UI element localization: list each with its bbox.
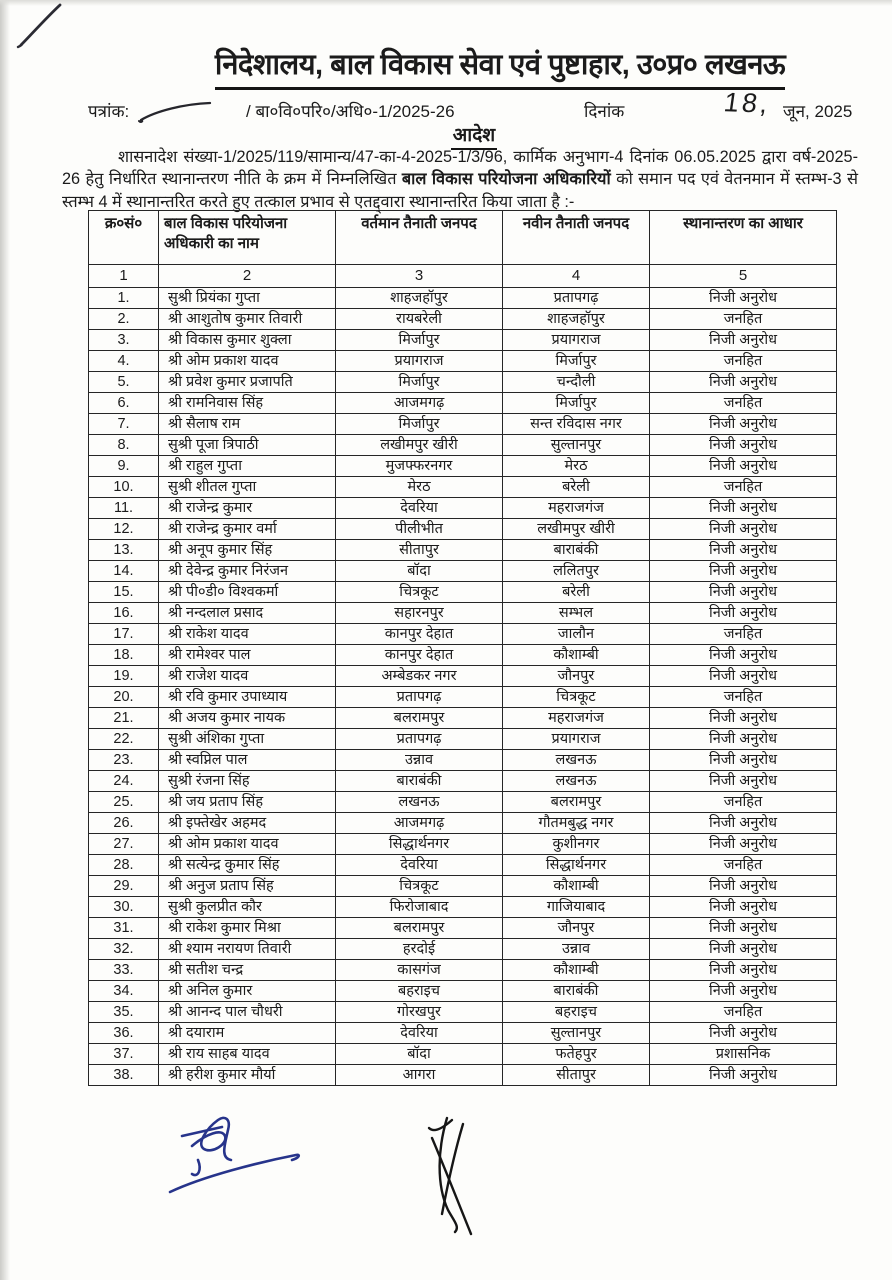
- cell-current-district: बाराबंकी: [336, 771, 503, 792]
- table-header-row: [89, 211, 837, 265]
- cell-transfer-basis: निजी अनुरोध: [650, 981, 837, 1002]
- column-number: 5: [650, 265, 837, 288]
- cell-officer-name: श्री ओम प्रकाश यादव: [159, 834, 336, 855]
- cell-serial: 10.: [89, 477, 159, 498]
- cell-transfer-basis: निजी अनुरोध: [650, 771, 837, 792]
- cell-transfer-basis: जनहित: [650, 687, 837, 708]
- paragraph-part2: को समान पद एवं वेतनमान में स्तम्भ-3 से स्तम्भ 4 में स्थानान्तरित करते हुए तत्काल प्रभाव से एतद्द्वारा स्थानान्तरित किया जाता है :-: [62, 170, 858, 211]
- table-row: [89, 813, 837, 834]
- table-row: [89, 309, 837, 330]
- cell-serial: 5.: [89, 372, 159, 393]
- cell-officer-name: सुश्री शीतल गुप्ता: [159, 477, 336, 498]
- cell-current-district: मुजफ्फरनगर: [336, 456, 503, 477]
- cell-officer-name: श्री राजेश यादव: [159, 666, 336, 687]
- cell-transfer-basis: निजी अनुरोध: [650, 813, 837, 834]
- table-row: [89, 624, 837, 645]
- cell-new-district: उन्नाव: [503, 939, 650, 960]
- cell-current-district: प्रतापगढ़: [336, 729, 503, 750]
- table-row: [89, 960, 837, 981]
- table-row: [89, 729, 837, 750]
- cell-serial: 31.: [89, 918, 159, 939]
- cell-officer-name: सुश्री अंशिका गुप्ता: [159, 729, 336, 750]
- cell-officer-name: श्री अनूप कुमार सिंह: [159, 540, 336, 561]
- cell-current-district: सहारनपुर: [336, 603, 503, 624]
- scan-edge-shadow-top: [0, 0, 892, 6]
- cell-serial: 33.: [89, 960, 159, 981]
- cell-new-district: ललितपुर: [503, 561, 650, 582]
- cell-serial: 35.: [89, 1002, 159, 1023]
- cell-officer-name: श्री राजेन्द्र कुमार वर्मा: [159, 519, 336, 540]
- cell-new-district: चित्रकूट: [503, 687, 650, 708]
- cell-serial: 27.: [89, 834, 159, 855]
- cell-new-district: बरेली: [503, 477, 650, 498]
- cell-current-district: पीलीभीत: [336, 519, 503, 540]
- cell-current-district: देवरिया: [336, 1023, 503, 1044]
- cell-current-district: बलरामपुर: [336, 708, 503, 729]
- date-month-year: जून, 2025: [783, 102, 853, 121]
- cell-transfer-basis: निजी अनुरोध: [650, 897, 837, 918]
- cell-serial: 17.: [89, 624, 159, 645]
- cell-current-district: कानपुर देहात: [336, 624, 503, 645]
- order-paragraph: [62, 146, 858, 213]
- cell-serial: 16.: [89, 603, 159, 624]
- cell-current-district: आजमगढ़: [336, 393, 503, 414]
- cell-current-district: लखीमपुर खीरी: [336, 435, 503, 456]
- cell-officer-name: श्री रामनिवास सिंह: [159, 393, 336, 414]
- cell-new-district: कौशाम्बी: [503, 876, 650, 897]
- cell-transfer-basis: जनहित: [650, 624, 837, 645]
- cell-serial: 7.: [89, 414, 159, 435]
- table-row: [89, 876, 837, 897]
- cell-serial: 2.: [89, 309, 159, 330]
- pen-slash-mark: [14, 2, 66, 50]
- cell-new-district: मिर्जापुर: [503, 351, 650, 372]
- cell-officer-name: श्री अजय कुमार नायक: [159, 708, 336, 729]
- cell-transfer-basis: जनहित: [650, 309, 837, 330]
- cell-current-district: बलरामपुर: [336, 918, 503, 939]
- cell-new-district: बाराबंकी: [503, 540, 650, 561]
- cell-new-district: लखनऊ: [503, 771, 650, 792]
- cell-new-district: महराजगंज: [503, 708, 650, 729]
- cell-new-district: लखीमपुर खीरी: [503, 519, 650, 540]
- cell-serial: 6.: [89, 393, 159, 414]
- cell-serial: 4.: [89, 351, 159, 372]
- cell-transfer-basis: निजी अनुरोध: [650, 939, 837, 960]
- cell-officer-name: श्री स्वप्निल पाल: [159, 750, 336, 771]
- cell-officer-name: श्री हरीश कुमार मौर्या: [159, 1065, 336, 1086]
- cell-current-district: आजमगढ़: [336, 813, 503, 834]
- cell-serial: 19.: [89, 666, 159, 687]
- cell-officer-name: श्री देवेन्द्र कुमार निरंजन: [159, 561, 336, 582]
- cell-transfer-basis: प्रशासनिक: [650, 1044, 837, 1065]
- header-serial: क्र०सं०: [89, 211, 159, 265]
- cell-new-district: कुशीनगर: [503, 834, 650, 855]
- order-heading: आदेश: [451, 121, 497, 150]
- table-row: [89, 393, 837, 414]
- header-officer-name: बाल विकास परियोजना अधिकारी का नाम: [159, 211, 336, 265]
- cell-serial: 23.: [89, 750, 159, 771]
- cell-new-district: सीतापुर: [503, 1065, 650, 1086]
- signature-left: [162, 1112, 304, 1212]
- letter-number-value: / बा०वि०परि०/अधि०-1/2025-26: [246, 102, 455, 121]
- cell-transfer-basis: जनहित: [650, 393, 837, 414]
- cell-transfer-basis: निजी अनुरोध: [650, 1023, 837, 1044]
- cell-new-district: गाजियाबाद: [503, 897, 650, 918]
- cell-new-district: मिर्जापुर: [503, 393, 650, 414]
- cell-serial: 24.: [89, 771, 159, 792]
- cell-transfer-basis: निजी अनुरोध: [650, 372, 837, 393]
- cell-serial: 28.: [89, 855, 159, 876]
- table-row: [89, 1023, 837, 1044]
- cell-transfer-basis: निजी अनुरोध: [650, 708, 837, 729]
- letter-number-label: पत्रांक:: [88, 102, 130, 121]
- column-number: 1: [89, 265, 159, 288]
- scan-edge-shadow: [0, 0, 10, 1280]
- cell-current-district: बॉदा: [336, 1044, 503, 1065]
- transfer-table: [88, 210, 837, 1086]
- cell-officer-name: श्री आशुतोष कुमार तिवारी: [159, 309, 336, 330]
- cell-transfer-basis: निजी अनुरोध: [650, 834, 837, 855]
- cell-serial: 34.: [89, 981, 159, 1002]
- cell-transfer-basis: निजी अनुरोध: [650, 645, 837, 666]
- table-row: [89, 771, 837, 792]
- cell-officer-name: श्री दयाराम: [159, 1023, 336, 1044]
- table-row: [89, 561, 837, 582]
- cell-transfer-basis: निजी अनुरोध: [650, 540, 837, 561]
- cell-transfer-basis: निजी अनुरोध: [650, 918, 837, 939]
- cell-serial: 15.: [89, 582, 159, 603]
- cell-serial: 20.: [89, 687, 159, 708]
- cell-serial: 18.: [89, 645, 159, 666]
- cell-transfer-basis: जनहित: [650, 477, 837, 498]
- cell-new-district: महराजगंज: [503, 498, 650, 519]
- cell-officer-name: श्री ओम प्रकाश यादव: [159, 351, 336, 372]
- cell-new-district: जालौन: [503, 624, 650, 645]
- cell-current-district: चित्रकूट: [336, 876, 503, 897]
- cell-new-district: कौशाम्बी: [503, 645, 650, 666]
- cell-transfer-basis: निजी अनुरोध: [650, 876, 837, 897]
- table-row: [89, 792, 837, 813]
- date-label: दिनांक: [584, 102, 625, 121]
- cell-current-district: देवरिया: [336, 498, 503, 519]
- cell-current-district: चित्रकूट: [336, 582, 503, 603]
- handwritten-date-day: 18,: [721, 87, 773, 119]
- table-row: [89, 1065, 837, 1086]
- cell-transfer-basis: निजी अनुरोध: [650, 561, 837, 582]
- cell-current-district: आगरा: [336, 1065, 503, 1086]
- cell-current-district: शाहजहॉपुर: [336, 288, 503, 309]
- cell-new-district: सुल्तानपुर: [503, 1023, 650, 1044]
- cell-current-district: कानपुर देहात: [336, 645, 503, 666]
- cell-serial: 8.: [89, 435, 159, 456]
- cell-officer-name: सुश्री प्रियंका गुप्ता: [159, 288, 336, 309]
- table-row: [89, 855, 837, 876]
- cell-current-district: उन्नाव: [336, 750, 503, 771]
- cell-officer-name: श्री राहुल गुप्ता: [159, 456, 336, 477]
- cell-new-district: जौनपुर: [503, 666, 650, 687]
- cell-current-district: सीतापुर: [336, 540, 503, 561]
- column-number-row: [89, 265, 837, 288]
- cell-officer-name: श्री आनन्द पाल चौधरी: [159, 1002, 336, 1023]
- cell-transfer-basis: निजी अनुरोध: [650, 750, 837, 771]
- cell-new-district: शाहजहॉपुर: [503, 309, 650, 330]
- cell-officer-name: श्री रवि कुमार उपाध्याय: [159, 687, 336, 708]
- cell-officer-name: श्री सत्येन्द्र कुमार सिंह: [159, 855, 336, 876]
- cell-current-district: प्रतापगढ़: [336, 687, 503, 708]
- table-row: [89, 582, 837, 603]
- cell-transfer-basis: जनहित: [650, 1002, 837, 1023]
- cell-officer-name: श्री पी०डी० विश्वकर्मा: [159, 582, 336, 603]
- cell-transfer-basis: निजी अनुरोध: [650, 603, 837, 624]
- table-row: [89, 1002, 837, 1023]
- cell-current-district: मिर्जापुर: [336, 372, 503, 393]
- cell-transfer-basis: निजी अनुरोध: [650, 456, 837, 477]
- table-row: [89, 750, 837, 771]
- cell-transfer-basis: जनहित: [650, 351, 837, 372]
- cell-transfer-basis: निजी अनुरोध: [650, 288, 837, 309]
- cell-transfer-basis: निजी अनुरोध: [650, 960, 837, 981]
- table-row: [89, 687, 837, 708]
- table-row: [89, 1044, 837, 1065]
- cell-new-district: प्रयागराज: [503, 729, 650, 750]
- header-transfer-basis: स्थानान्तरण का आधार: [650, 211, 837, 265]
- table-row: [89, 918, 837, 939]
- cell-current-district: सिद्धार्थनगर: [336, 834, 503, 855]
- document-title: निदेशालय, बाल विकास सेवा एवं पुष्टाहार, उ०प्र० लखनऊ: [215, 44, 785, 90]
- cell-new-district: जौनपुर: [503, 918, 650, 939]
- cell-officer-name: श्री जय प्रताप सिंह: [159, 792, 336, 813]
- table-row: [89, 288, 837, 309]
- table-row: [89, 435, 837, 456]
- cell-serial: 38.: [89, 1065, 159, 1086]
- table-row: [89, 708, 837, 729]
- cell-serial: 3.: [89, 330, 159, 351]
- table-row: [89, 330, 837, 351]
- table-row: [89, 666, 837, 687]
- cell-serial: 21.: [89, 708, 159, 729]
- table-row: [89, 645, 837, 666]
- header-current-district: वर्तमान तैनाती जनपद: [336, 211, 503, 265]
- cell-officer-name: श्री नन्दलाल प्रसाद: [159, 603, 336, 624]
- cell-transfer-basis: निजी अनुरोध: [650, 330, 837, 351]
- cell-current-district: बॉदा: [336, 561, 503, 582]
- table-row: [89, 414, 837, 435]
- table-row: [89, 351, 837, 372]
- table-row: [89, 897, 837, 918]
- cell-serial: 1.: [89, 288, 159, 309]
- column-number: 2: [159, 265, 336, 288]
- paragraph-part1: शासनादेश संख्या-1/2025/119/सामान्य/47-का-4-2025-1/3/96, कार्मिक अनुभाग-4 दिनांक 06.05.2025 द्वारा वर्ष-2025-26 हेतु निर्धारित स्थानान्तरण नीति के क्रम में निम्नलिखित: [62, 148, 858, 189]
- cell-transfer-basis: निजी अनुरोध: [650, 435, 837, 456]
- cell-new-district: सुल्तानपुर: [503, 435, 650, 456]
- cell-serial: 22.: [89, 729, 159, 750]
- cell-new-district: गौतमबुद्ध नगर: [503, 813, 650, 834]
- signature-right: [418, 1114, 480, 1240]
- cell-current-district: बहराइच: [336, 981, 503, 1002]
- cell-new-district: सन्त रविदास नगर: [503, 414, 650, 435]
- cell-officer-name: श्री सैलाष राम: [159, 414, 336, 435]
- cell-transfer-basis: निजी अनुरोध: [650, 519, 837, 540]
- cell-officer-name: श्री राजेन्द्र कुमार: [159, 498, 336, 519]
- table-row: [89, 477, 837, 498]
- cell-current-district: लखनऊ: [336, 792, 503, 813]
- cell-serial: 13.: [89, 540, 159, 561]
- cell-current-district: देवरिया: [336, 855, 503, 876]
- cell-officer-name: श्री रामेश्वर पाल: [159, 645, 336, 666]
- table-row: [89, 603, 837, 624]
- cell-current-district: मिर्जापुर: [336, 414, 503, 435]
- table-row: [89, 939, 837, 960]
- table-row: [89, 834, 837, 855]
- cell-officer-name: श्री अनुज प्रताप सिंह: [159, 876, 336, 897]
- column-number: 3: [336, 265, 503, 288]
- cell-current-district: फिरोजाबाद: [336, 897, 503, 918]
- table-row: [89, 540, 837, 561]
- cell-serial: 36.: [89, 1023, 159, 1044]
- cell-new-district: बहराइच: [503, 1002, 650, 1023]
- cell-current-district: अम्बेडकर नगर: [336, 666, 503, 687]
- cell-transfer-basis: जनहित: [650, 855, 837, 876]
- cell-current-district: प्रयागराज: [336, 351, 503, 372]
- table-row: [89, 498, 837, 519]
- cell-officer-name: श्री अनिल कुमार: [159, 981, 336, 1002]
- cell-transfer-basis: निजी अनुरोध: [650, 498, 837, 519]
- cell-serial: 9.: [89, 456, 159, 477]
- cell-serial: 29.: [89, 876, 159, 897]
- cell-officer-name: श्री राकेश कुमार मिश्रा: [159, 918, 336, 939]
- cell-serial: 32.: [89, 939, 159, 960]
- table-row: [89, 372, 837, 393]
- cell-new-district: प्रयागराज: [503, 330, 650, 351]
- cell-serial: 26.: [89, 813, 159, 834]
- cell-transfer-basis: निजी अनुरोध: [650, 414, 837, 435]
- cell-new-district: लखनऊ: [503, 750, 650, 771]
- cell-officer-name: श्री सतीश चन्द्र: [159, 960, 336, 981]
- cell-transfer-basis: निजी अनुरोध: [650, 729, 837, 750]
- cell-new-district: बाराबंकी: [503, 981, 650, 1002]
- table-row: [89, 519, 837, 540]
- cell-new-district: कौशाम्बी: [503, 960, 650, 981]
- cell-officer-name: श्री श्याम नरायण तिवारी: [159, 939, 336, 960]
- cell-serial: 37.: [89, 1044, 159, 1065]
- cell-officer-name: श्री राकेश यादव: [159, 624, 336, 645]
- cell-officer-name: श्री विकास कुमार शुक्ला: [159, 330, 336, 351]
- cell-new-district: सम्भल: [503, 603, 650, 624]
- cell-officer-name: श्री इफ्तेखेर अहमद: [159, 813, 336, 834]
- cell-officer-name: श्री राय साहब यादव: [159, 1044, 336, 1065]
- cell-transfer-basis: निजी अनुरोध: [650, 1065, 837, 1086]
- cell-officer-name: श्री प्रवेश कुमार प्रजापति: [159, 372, 336, 393]
- cell-new-district: मेरठ: [503, 456, 650, 477]
- header-new-district: नवीन तैनाती जनपद: [503, 211, 650, 265]
- cell-serial: 11.: [89, 498, 159, 519]
- cell-serial: 14.: [89, 561, 159, 582]
- cell-current-district: गोरखपुर: [336, 1002, 503, 1023]
- cell-current-district: हरदोई: [336, 939, 503, 960]
- cell-serial: 12.: [89, 519, 159, 540]
- cell-transfer-basis: निजी अनुरोध: [650, 666, 837, 687]
- cell-new-district: बरेली: [503, 582, 650, 603]
- column-number: 4: [503, 265, 650, 288]
- cell-new-district: फतेहपुर: [503, 1044, 650, 1065]
- table-row: [89, 981, 837, 1002]
- cell-officer-name: सुश्री कुलप्रीत कौर: [159, 897, 336, 918]
- cell-new-district: बलरामपुर: [503, 792, 650, 813]
- cell-serial: 30.: [89, 897, 159, 918]
- cell-new-district: चन्दौली: [503, 372, 650, 393]
- cell-new-district: सिद्धार्थनगर: [503, 855, 650, 876]
- cell-current-district: मिर्जापुर: [336, 330, 503, 351]
- cell-officer-name: सुश्री पूजा त्रिपाठी: [159, 435, 336, 456]
- document-title-wrap: [128, 44, 872, 90]
- cell-new-district: प्रतापगढ़: [503, 288, 650, 309]
- table-row: [89, 456, 837, 477]
- cell-current-district: मेरठ: [336, 477, 503, 498]
- paragraph-bold-phrase: बाल विकास परियोजना अधिकारियों: [401, 170, 611, 189]
- cell-current-district: कासगंज: [336, 960, 503, 981]
- cell-current-district: रायबरेली: [336, 309, 503, 330]
- cell-transfer-basis: जनहित: [650, 792, 837, 813]
- cell-serial: 25.: [89, 792, 159, 813]
- cell-officer-name: सुश्री रंजना सिंह: [159, 771, 336, 792]
- cell-transfer-basis: निजी अनुरोध: [650, 582, 837, 603]
- table-body: [89, 288, 837, 1086]
